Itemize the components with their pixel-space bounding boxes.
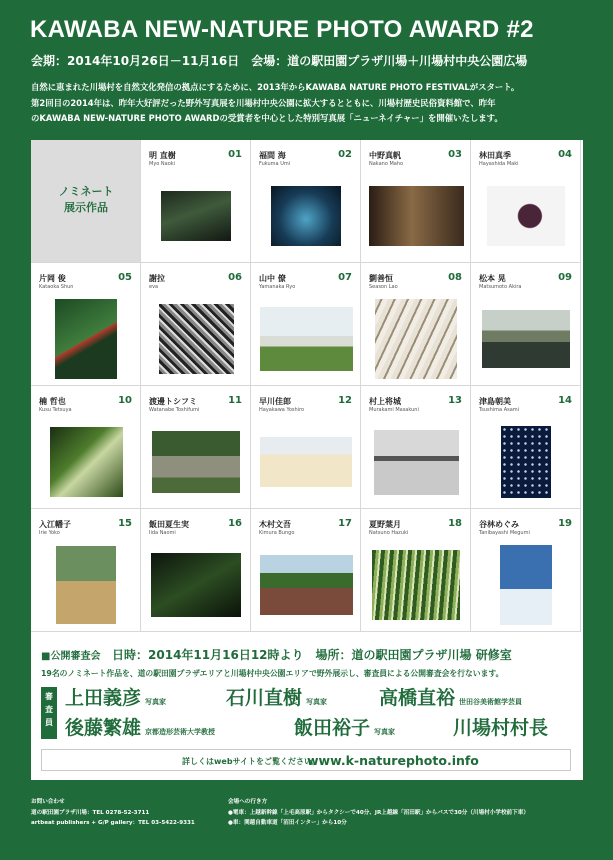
photo-thumbnail	[487, 186, 565, 246]
jury-datetime: 日時：2014年11月16日12時より 場所：道の駅田園プラザ川場 研修室	[112, 648, 512, 662]
page-title: KAWABA NEW-NATURE PHOTO AWARD #2	[30, 16, 534, 43]
photographer-name: 入江幡子	[39, 520, 71, 529]
photographer-romaji: Natsuno Hazuki	[369, 530, 409, 536]
judge	[379, 683, 522, 710]
photographer-number: 01	[228, 149, 242, 160]
website-link[interactable]: www.k-naturephoto.info	[307, 753, 479, 768]
photographer-cell	[31, 263, 141, 386]
judge	[65, 683, 166, 710]
judge-name: 川場村村長	[453, 717, 549, 739]
judge-role: 京都造形芸術大学教授	[145, 728, 216, 736]
contact-line: 道の駅田園プラザ川場：TEL 0278-52-3711	[31, 809, 150, 816]
website-text: 詳しくはwebサイトをご覧ください。	[182, 757, 320, 766]
photographer-cell	[141, 509, 251, 632]
content-panel	[31, 140, 583, 780]
photo-thumbnail	[260, 437, 352, 487]
photographer-name: 明 直樹	[149, 151, 176, 160]
exhibition-dates: 会期：2014年10月26日－11月16日 会場：道の駅田園プラザ川場＋川場村中央公園広場	[31, 54, 528, 68]
photographer-cell	[251, 509, 361, 632]
photographer-number: 02	[338, 149, 352, 160]
intro-line: 自然に恵まれた川場村を自然文化発信の拠点にするために、2013年からKAWABA NATURE PHOTO FESTIVALがスタート。	[31, 82, 520, 92]
intro-line: 第2回目の2014年は、昨年大好評だった野外写真展を川場村中央公園に拡大するとともに、川場村歴史民俗資料館で、昨年	[31, 97, 496, 108]
photo-thumbnail	[369, 186, 464, 246]
photo-thumbnail	[500, 545, 552, 625]
jury-label: ■公開審査会	[41, 651, 101, 662]
judge-role: 写真家	[145, 698, 167, 706]
photographer-romaji: Kimura Bungo	[259, 530, 295, 536]
contact-line: artbeat publishers + G/P gallery：TEL 03-5422-9331	[31, 820, 195, 826]
photo-thumbnail	[374, 430, 459, 495]
photographer-cell	[141, 386, 251, 509]
photographer-romaji: Myo Naoki	[149, 161, 176, 167]
judge-role: 世田谷美術館学芸員	[459, 698, 523, 706]
photographer-cell	[471, 263, 581, 386]
contact-title: お問い合わせ	[31, 799, 65, 805]
photographer-romaji: Matsumoto Akira	[479, 284, 522, 290]
photographer-number: 08	[448, 272, 462, 283]
photographer-number: 05	[118, 272, 132, 283]
photo-thumbnail	[501, 426, 551, 498]
photo-thumbnail	[50, 427, 123, 497]
photographer-romaji: Kataoka Shun	[39, 284, 74, 290]
photographer-name: 木村文吾	[259, 520, 291, 529]
photo-thumbnail	[151, 553, 241, 617]
photo-thumbnail	[482, 310, 570, 368]
judge-name: 後藤繁雄	[65, 717, 142, 739]
photographer-name: 早川佳郎	[259, 397, 291, 406]
access-info	[228, 797, 529, 829]
photographer-cell	[361, 509, 471, 632]
photographer-number: 07	[338, 272, 352, 283]
photographer-name: 中野真帆	[369, 151, 401, 160]
photographer-number: 18	[448, 518, 462, 529]
photographer-number: 06	[228, 272, 242, 283]
photographer-cell	[141, 140, 251, 263]
photographer-name: 渡邊トシフミ	[149, 397, 197, 406]
nominee-label-line: 展示作品	[64, 201, 108, 214]
access-line: ●車：関越自動車道「沼田インター」から10分	[228, 820, 347, 826]
jury-tag-char: 員	[45, 718, 53, 727]
contact-info	[31, 797, 195, 829]
judge	[226, 683, 327, 710]
website-box	[41, 749, 571, 771]
photographer-name: 村上将城	[369, 397, 401, 406]
photographer-cell	[361, 386, 471, 509]
photo-thumbnail	[152, 431, 240, 493]
photographer-name: 片岡 俊	[39, 274, 66, 283]
photographer-romaji: Murakami Masakuni	[369, 407, 419, 413]
photographer-name: 林田真季	[479, 151, 511, 160]
photographer-number: 03	[448, 149, 462, 160]
photographer-romaji: Nakano Maho	[369, 161, 404, 167]
access-line: ●電車：上越新幹線「上毛高原駅」からタクシーで40分、JR上越線「沼田駅」からバスで30分（川場村小学校前下車）	[228, 809, 529, 816]
photographer-name: 夏野葉月	[369, 520, 401, 529]
photo-thumbnail	[55, 299, 117, 379]
nominee-label-line: ノミネート	[58, 185, 114, 198]
jury-section	[31, 632, 583, 780]
photo-thumbnail	[56, 546, 116, 624]
jury-tag-char: 査	[45, 705, 53, 714]
photographer-number: 16	[228, 518, 242, 529]
jury-tag-char: 審	[45, 692, 53, 701]
photographer-name: 楠 哲也	[39, 397, 66, 406]
nominee-label-cell	[31, 140, 141, 263]
judge	[65, 713, 215, 740]
photographer-number: 19	[558, 518, 572, 529]
intro-line: のKAWABA NEW-NATURE PHOTO AWARDの受賞者を中心とした特別写真展「ニューネイチャー」を開催いたします。	[31, 113, 503, 123]
judge-role: 写真家	[306, 698, 328, 706]
photographer-romaji: Hayashida Maki	[479, 161, 519, 167]
photographer-cell	[471, 509, 581, 632]
judge-name: 高橋直裕	[379, 687, 456, 709]
photographer-romaji: Season Lao	[369, 284, 398, 290]
photographer-romaji: Kusu Tetsuya	[39, 407, 72, 413]
photographer-number: 04	[558, 149, 572, 160]
photographer-romaji: Iida Naomi	[149, 530, 176, 536]
photographer-name: 福間 海	[259, 151, 286, 160]
judge	[294, 713, 395, 740]
photographer-number: 17	[338, 518, 352, 529]
photo-thumbnail	[271, 186, 341, 246]
photo-thumbnail	[372, 550, 460, 620]
photographer-number: 12	[338, 395, 352, 406]
photographer-romaji: Irie Yoko	[39, 530, 60, 536]
photographer-name: 津島朝美	[479, 397, 511, 406]
photographer-name: 飯田夏生実	[149, 520, 189, 529]
photo-thumbnail	[161, 191, 231, 241]
photographer-number: 13	[448, 395, 462, 406]
nominee-label	[31, 184, 141, 216]
judge-name: 上田義彦	[65, 687, 142, 709]
photo-thumbnail	[159, 304, 234, 374]
photographer-cell	[31, 386, 141, 509]
photographer-romaji: eva	[149, 284, 159, 290]
photographer-romaji: Yamanaka Ryo	[259, 284, 296, 290]
photographer-name: 謝拉	[149, 274, 165, 283]
photographer-number: 11	[228, 395, 242, 406]
photographer-cell	[471, 140, 581, 263]
judge-name: 飯田裕子	[294, 717, 371, 739]
photographer-romaji: Watanabe Toshifumi	[149, 407, 200, 413]
photographer-cell	[251, 140, 361, 263]
jury-note: 19名のノミネート作品を、道の駅田園プラザエリアと川場村中央公園エリアで野外展示し、審査員による公開審査会を行ないます。	[41, 669, 504, 678]
photographer-name: 松本 晃	[479, 274, 506, 283]
photo-thumbnail	[260, 555, 353, 615]
photographer-romaji: Fukuma Umi	[259, 161, 291, 167]
photo-thumbnail	[375, 299, 457, 379]
intro-text	[31, 80, 586, 127]
photographer-number: 15	[118, 518, 132, 529]
access-title: 会場への行き方	[228, 799, 268, 805]
photographer-cell	[361, 263, 471, 386]
photographer-number: 14	[558, 395, 572, 406]
judge	[453, 713, 552, 740]
jury-tag	[41, 687, 57, 739]
photographer-name: 山中 僚	[259, 274, 286, 283]
photographer-cell	[31, 509, 141, 632]
judge-role: 写真家	[374, 728, 396, 736]
jury-header	[41, 644, 512, 663]
photographer-cell	[251, 386, 361, 509]
photographer-cell	[141, 263, 251, 386]
photographer-number: 10	[118, 395, 132, 406]
photographer-cell	[251, 263, 361, 386]
photographer-romaji: Tanibayashi Megumi	[479, 530, 530, 536]
photographer-name: 劉善恒	[369, 274, 393, 283]
photo-thumbnail	[260, 307, 353, 371]
photographer-number: 09	[558, 272, 572, 283]
judge-name: 石川直樹	[226, 687, 303, 709]
photographer-romaji: Tsushima Asami	[479, 407, 520, 413]
photographer-grid	[31, 140, 583, 632]
photographer-cell	[471, 386, 581, 509]
photographer-cell	[361, 140, 471, 263]
photographer-romaji: Hayakawa Yoshiro	[259, 407, 305, 413]
photographer-name: 谷林めぐみ	[479, 520, 519, 529]
